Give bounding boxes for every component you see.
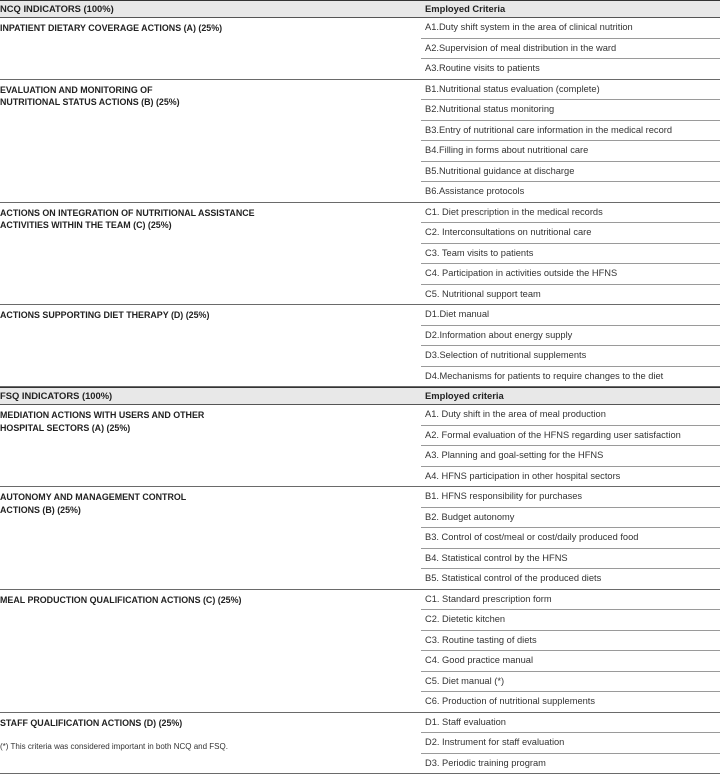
criterion-row: B1. HFNS responsibility for purchases xyxy=(421,487,720,508)
indicator-group xyxy=(0,405,720,487)
section-header xyxy=(0,0,720,18)
criterion-row: A2.Supervision of meal distribution in the ward xyxy=(421,39,720,60)
criterion-row: C1. Standard prescription form xyxy=(421,590,720,611)
criterion-row: B4.Filling in forms about nutritional care xyxy=(421,141,720,162)
criterion-row: B6.Assistance protocols xyxy=(421,182,720,202)
indicator-group xyxy=(0,18,720,80)
criterion-row: C4. Participation in activities outside the HFNS xyxy=(421,264,720,285)
criterion-row: B4. Statistical control by the HFNS xyxy=(421,549,720,570)
criterion-row: B1.Nutritional status evaluation (complete) xyxy=(421,80,720,101)
criterion-row: D3. Periodic training program xyxy=(421,754,720,774)
criterion-row: A1.Duty shift system in the area of clinical nutrition xyxy=(421,18,720,39)
indicator-group xyxy=(0,203,720,306)
criterion-row: A4. HFNS participation in other hospital sectors xyxy=(421,467,720,487)
criterion-row: D3.Selection of nutritional supplements xyxy=(421,346,720,367)
indicator-title: ACTIONS SUPPORTING DIET THERAPY (D) (25%) xyxy=(0,309,400,322)
criterion-row: B3.Entry of nutritional care information in the medical record xyxy=(421,121,720,142)
criterion-row: C3. Team visits to patients xyxy=(421,244,720,265)
indicator-title: AUTONOMY AND MANAGEMENT CONTROL ACTIONS (B) (25%) xyxy=(0,491,200,516)
indicator-title: MEDIATION ACTIONS WITH USERS AND OTHER HOSPITAL SECTORS (A) (25%) xyxy=(0,409,215,434)
criterion-row: B5.Nutritional guidance at discharge xyxy=(421,162,720,183)
indicator-group xyxy=(0,487,720,590)
criterion-row: D2. Instrument for staff evaluation xyxy=(421,733,720,754)
criteria-header: Employed Criteria xyxy=(425,3,505,14)
criterion-row: C5. Diet manual (*) xyxy=(421,672,720,693)
indicator-title: STAFF QUALIFICATION ACTIONS (D) (25%) xyxy=(0,717,400,730)
indicator-title: ACTIONS ON INTEGRATION OF NUTRITIONAL ASSISTANCE ACTIVITIES WITHIN THE TEAM (C) (25%) xyxy=(0,207,300,232)
indicator-title: MEAL PRODUCTION QUALIFICATION ACTIONS (C) (25%) xyxy=(0,594,400,607)
criterion-row: C2. Dietetic kitchen xyxy=(421,610,720,631)
indicator-header: FSQ INDICATORS (100%) xyxy=(0,390,112,401)
criterion-row: C1. Diet prescription in the medical records xyxy=(421,203,720,224)
indicator-group xyxy=(0,305,720,387)
criterion-row: A2. Formal evaluation of the HFNS regarding user satisfaction xyxy=(421,426,720,447)
criterion-row: B3. Control of cost/meal or cost/daily produced food xyxy=(421,528,720,549)
criterion-row: C5. Nutritional support team xyxy=(421,285,720,305)
criterion-row: B2. Budget autonomy xyxy=(421,508,720,529)
criteria-header: Employed criteria xyxy=(425,390,504,401)
criterion-row: A1. Duty shift in the area of meal production xyxy=(421,405,720,426)
indicator-title: INPATIENT DIETARY COVERAGE ACTIONS (A) (25%) xyxy=(0,22,400,35)
criterion-row: A3. Planning and goal-setting for the HFNS xyxy=(421,446,720,467)
criterion-row: B2.Nutritional status monitoring xyxy=(421,100,720,121)
criterion-row: A3.Routine visits to patients xyxy=(421,59,720,79)
criterion-row: C4. Good practice manual xyxy=(421,651,720,672)
criterion-row: C2. Interconsultations on nutritional care xyxy=(421,223,720,244)
section-header xyxy=(0,387,720,405)
indicator-header: NCQ INDICATORS (100%) xyxy=(0,3,114,14)
indicator-group xyxy=(0,80,720,203)
criterion-row: D4.Mechanisms for patients to require changes to the diet xyxy=(421,367,720,387)
criterion-row: B5. Statistical control of the produced diets xyxy=(421,569,720,589)
criterion-row: D1.Diet manual xyxy=(421,305,720,326)
table-footnote: (*) This criteria was considered important in both NCQ and FSQ. xyxy=(0,742,228,751)
indicator-title: EVALUATION AND MONITORING OF NUTRITIONAL STATUS ACTIONS (B) (25%) xyxy=(0,84,200,109)
criterion-row: D2.Information about energy supply xyxy=(421,326,720,347)
criterion-row: C3. Routine tasting of diets xyxy=(421,631,720,652)
criterion-row: C6. Production of nutritional supplements xyxy=(421,692,720,712)
criterion-row: D1. Staff evaluation xyxy=(421,713,720,734)
indicator-group xyxy=(0,590,720,713)
